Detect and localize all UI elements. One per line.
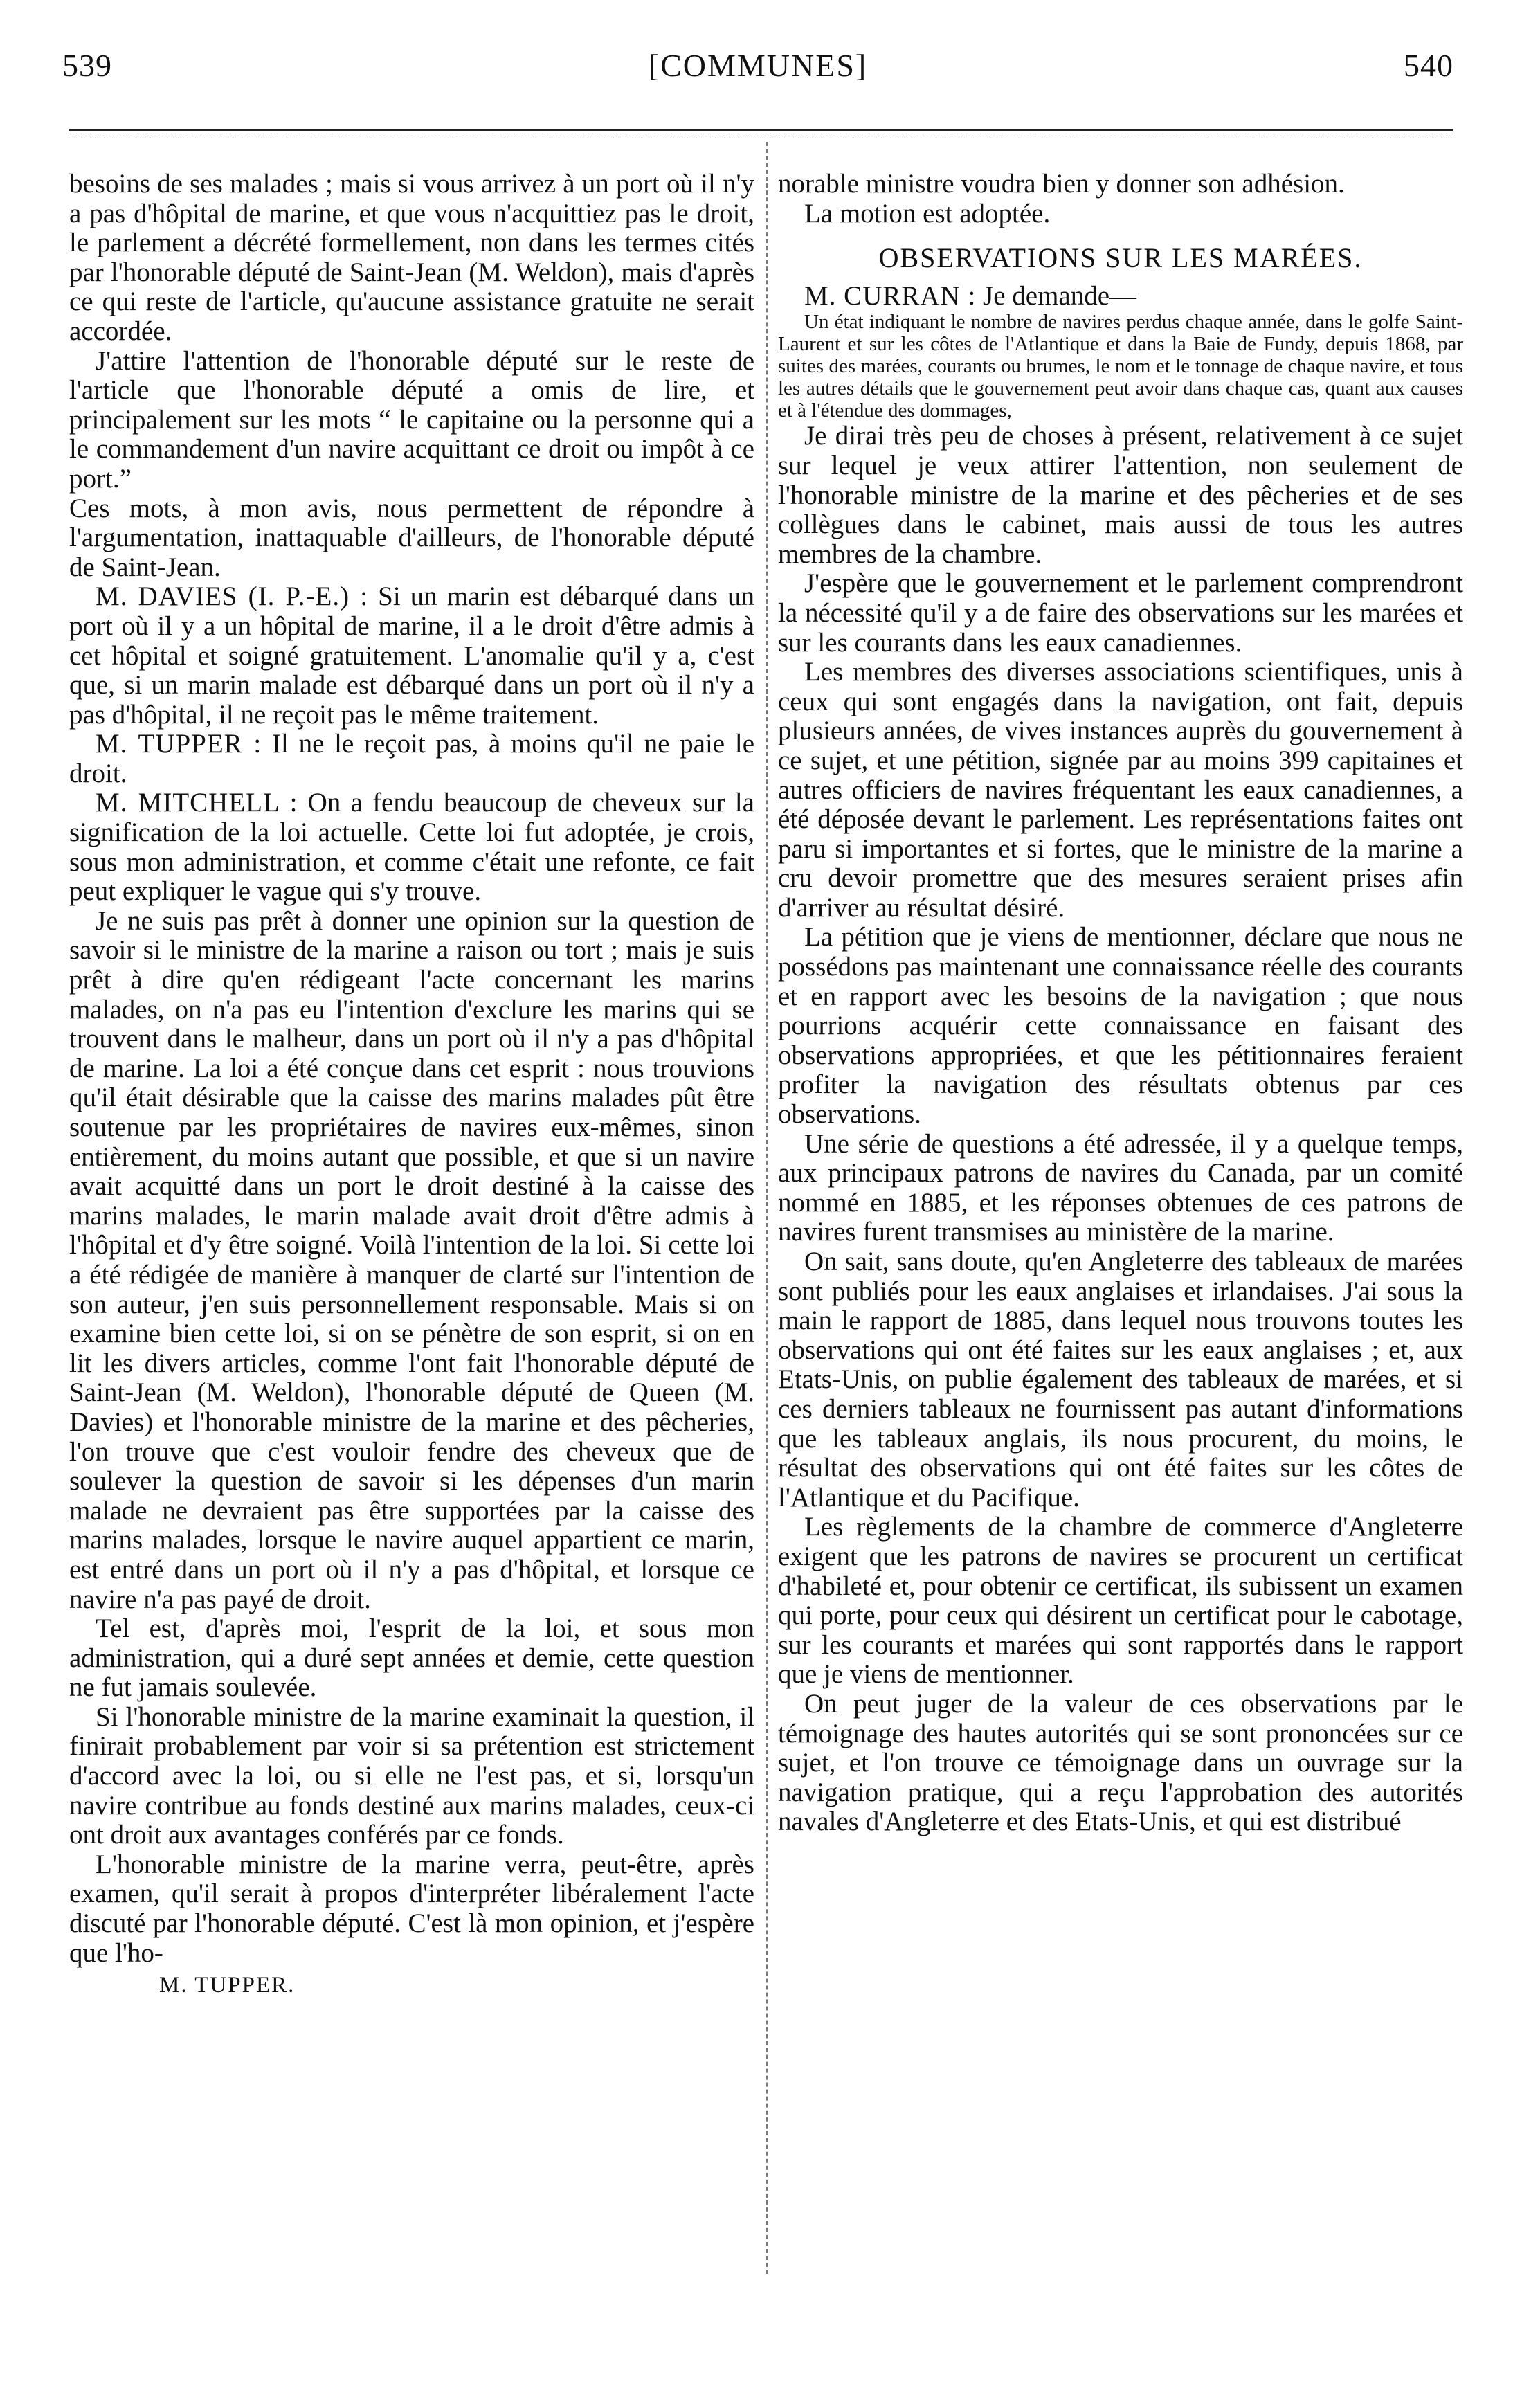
paragraph: J'espère que le gouvernement et le parlement comprendront la nécessité qu'il y a de faire des observations sur les marées et sur les courants dans les eaux canadiennes. bbox=[778, 568, 1463, 658]
speaker-name: M. DAVIES (I. P.-E.) : bbox=[96, 581, 369, 612]
page-header bbox=[62, 47, 1453, 96]
paragraph: L'honorable ministre de la marine verra, peut-être, après examen, qu'il serait à propos d'interpréter libéralement l'acte discuté par l'honorable député. C'est là mon opinion, et j'espère que l'ho- bbox=[69, 1849, 754, 1968]
paragraph: Je dirai très peu de choses à présent, relativement à ce sujet sur lequel je veux attirer l'attention, non seulement de l'honorable ministre de la marine et des pêcheries et de ses collègues dans le cabinet, mais aussi de tous les autres membres de la chambre. bbox=[778, 421, 1463, 569]
running-title: [COMMUNES] bbox=[648, 48, 868, 83]
speaker-name: M. TUPPER : bbox=[96, 729, 262, 759]
paragraph: norable ministre voudra bien y donner son adhésion. bbox=[778, 169, 1345, 199]
speech-paragraph: M. DAVIES (I. P.-E.) : Si un marin est débarqué dans un port où il y a un hôpital de marine, il a le droit d'être admis à cet hôpital et soigné gratuitement. L'anomalie qu'il y a, c'est que, si un marin malade est débarqué dans un port où il n'y a pas d'hôpital, il ne reçoit pas le même traitement. bbox=[69, 581, 754, 730]
paragraph: Si l'honorable ministre de la marine examinait la question, il finirait probablement par voir si sa prétention est strictement d'accord avec la loi, ou si elle ne l'est pas, et si, lorsqu'un navire contribue au fonds destiné aux marins malades, ceux-ci ont droit aux avantages conférés par ce fonds. bbox=[69, 1701, 754, 1850]
paragraph: besoins de ses malades ; mais si vous arrivez à un port où il n'y a pas d'hôpital de marine, et que vous n'acquittiez pas le droit, le parlement a décrété formellement, non dans les termes cités par l'honorable député de Saint-Jean (M. Weldon), mais d'après ce qui reste de l'article, qu'aucune assistance gratuite ne serait accordée. bbox=[69, 169, 754, 346]
paragraph: On peut juger de la valeur de ces observations par le témoignage des hautes autorités qui se sont prononcées sur ce sujet, et l'on trouve ce témoignage dans un ouvrage sur la navigation pratique, qui a reçu l'approbation des autorités navales d'Angleterre et des Etats-Unis, et qui est distribué bbox=[778, 1688, 1463, 1837]
paragraph: Tel est, d'après moi, l'esprit de la loi, et sous mon administration, qui a duré sept années et demie, cette question ne fut jamais soulevée. bbox=[69, 1614, 754, 1703]
header-rule bbox=[69, 129, 1453, 131]
column-divider bbox=[766, 142, 768, 2274]
page-number-left: 539 bbox=[62, 48, 112, 83]
paragraph: Les règlements de la chambre de commerce d'Angleterre exigent que les patrons de navires se procurent un certificat d'habileté et, pour obtenir ce certificat, ils subissent un examen qui porte, pour ceux qui désirent un certificat pour le cabotage, sur les courants et marées qui sont rapportés dans le rapport que je viens de mentionner. bbox=[778, 1512, 1463, 1690]
page-number-right: 540 bbox=[1404, 48, 1453, 83]
paragraph: Ces mots, à mon avis, nous permettent de répondre à l'argumentation, inattaquable d'ailleurs, de l'honorable député de Saint-Jean. bbox=[69, 493, 754, 582]
paragraph: J'attire l'attention de l'honorable député sur le reste de l'article que l'honorable député a omis de lire, et principalement sur les mots “ le capitaine ou la personne qui a le commandement d'un navire acquittant ce droit ou impôt à ce port.” bbox=[69, 345, 754, 494]
speech-paragraph: M. MITCHELL : On a fendu beaucoup de cheveux sur la signification de la loi actuelle. Cette loi fut adoptée, je crois, sous mon administration, et comme c'était une refonte, ce fait peut expliquer le vague qui s'y trouve. bbox=[69, 788, 754, 907]
paragraph: La pétition que je viens de mentionner, déclare que nous ne possédons pas maintenant une connaissance réelle des courants et en rapport avec les besoins de la navigation ; que nous pourrions acquérir cette connaissance en faisant des observations appropriées, et que les pétitionnaires feraient profiter la navigation des résultats obtenus par ces observations. bbox=[778, 922, 1463, 1130]
speaker-name: M. CURRAN : bbox=[804, 280, 977, 311]
speaker-name: M. MITCHELL : bbox=[96, 788, 298, 818]
left-column bbox=[69, 170, 754, 2000]
paragraph: Les membres des diverses associations scientifiques, unis à ceux qui sont engagés dans la navigation, ont fait, depuis plusieurs années, de vives instances auprès du gouvernement à ce sujet, et une pétition, signée par au moins 399 capitaines et autres officiers de navires fréquentant les eaux canadiennes, a été déposée devant le parlement. Les représentations faites ont paru si importantes et si fortes, que le ministre de la marine a cru devoir promettre que des mesures seraient prises afin d'arriver au résultat désiré. bbox=[778, 657, 1463, 923]
speech-paragraph: M. CURRAN : Je demande— bbox=[804, 280, 1137, 311]
speech-paragraph: M. TUPPER : Il ne le reçoit pas, à moins qu'il ne paie le droit. bbox=[69, 729, 755, 788]
paragraph: Une série de questions a été adressée, il y a quelque temps, aux principaux patrons de navires du Canada, par un comité nommé en 1885, et les réponses obtenues de ces patrons de navires furent transmises au ministère de la marine. bbox=[778, 1128, 1463, 1247]
paragraph: La motion est adoptée. bbox=[804, 198, 1051, 228]
section-title: OBSERVATIONS SUR LES MARÉES. bbox=[878, 242, 1363, 274]
paragraph: Je ne suis pas prêt à donner une opinion sur la question de savoir si le ministre de la marine a raison ou tort ; mais je suis prêt à dire qu'en rédigeant l'acte concernant les marins malades, on n'a pas eu l'intention d'exclure les marins qui se trouvent dans le malheur, dans un port où il n'y a pas d'hôpital de marine. La loi a été conçue dans cet esprit : nous trouvions qu'il était désirable que la caisse des marins malades pût être soutenue par les propriétaires de navires eux-mêmes, sinon entièrement, du moins autant que possible, et que si un navire avait acquitté dans un port le droit destiné à la caisse des marins malades, le marin malade avait droit d'être admis à l'hôpital et d'y être soigné. Voilà l'intention de la loi. Si cette loi a été rédigée de manière à manquer de clarté sur l'intention de son auteur, j'en suis personnellement responsable. Mais si on examine bien cette loi, si on se pénètre de son esprit, si on en lit les divers articles, comme l'ont fait l'honorable député de Saint-Jean (M. Weldon), l'honorable député de Queen (M. Davies) et l'honorable ministre de la marine et des pêcheries, l'on trouve que c'est vouloir fendre des cheveux que de soulever la question de savoir si les dépenses d'un marin malade ne devraient pas être supportées par la caisse des marins malades, lorsque le navire auquel appartient ce marin, est entré dans un port où il n'y a pas d'hôpital, et lorsque ce navire n'a pas payé de droit. bbox=[69, 905, 754, 1614]
catchword: M. TUPPER. bbox=[159, 1973, 296, 1998]
paragraph: On sait, sans doute, qu'en Angleterre des tableaux de marées sont publiés pour les eaux anglaises et irlandaises. J'ai sous la main le rapport de 1885, dans lequel nous trouvons toutes les observations qui ont été faites sur les eaux anglaises ; et, aux Etats-Unis, on publie également des tableaux de marées, et si ces derniers tableaux ne fournissent pas autant d'informations que les tableaux anglais, ils nous procurent, du moins, le résultat des observations qui ont été faites sur les côtes de l'Atlantique et du Pacifique. bbox=[778, 1247, 1463, 1512]
right-column bbox=[778, 170, 1463, 1837]
motion-text: Un état indiquant le nombre de navires perdus chaque année, dans le golfe Saint-Laurent et sur les côtes de l'Atlantique et dans la Baie de Fundy, depuis 1868, par suites des marées, courants ou brumes, le nom et le tonnage de chaque navire, et tous les autres détails que le gouvernement peut avoir dans chaque cas, quant aux causes et à l'étendue des dommages, bbox=[778, 311, 1463, 422]
